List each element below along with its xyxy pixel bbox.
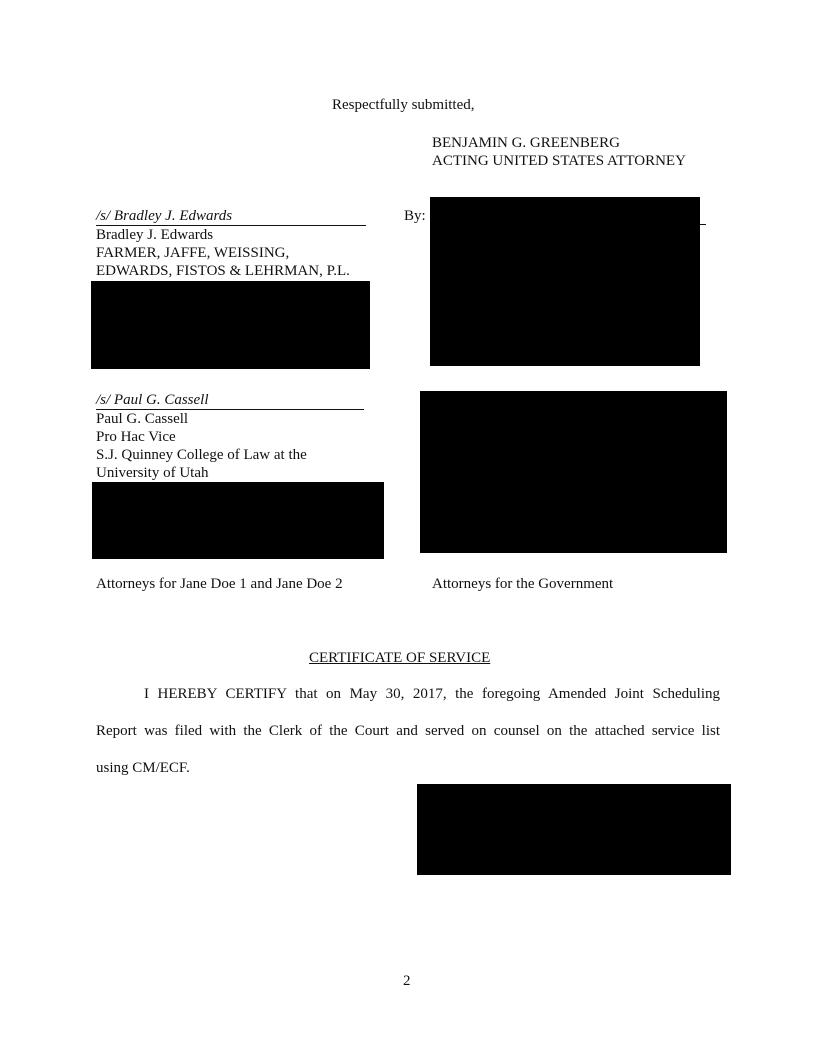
attorney-name-edwards: Bradley J. Edwards	[96, 227, 214, 243]
cassell-line-3: S.J. Quinney College of Law at the	[96, 447, 307, 463]
by-label: By:	[404, 208, 426, 224]
signature-line-edwards	[96, 207, 366, 226]
redaction-edwards-contact	[91, 281, 370, 369]
us-attorney-name: BENJAMIN G. GREENBERG	[432, 135, 620, 151]
page-number: 2	[403, 973, 411, 989]
closing-text: Respectfully submitted,	[332, 97, 475, 113]
certificate-line-2: Report was filed with the Clerk of the Court and served on counsel on the attached service list	[96, 723, 720, 739]
redaction-government-attorneys	[420, 391, 727, 553]
signature-cassell: /s/ Paul G. Cassell	[96, 392, 209, 408]
cassell-line-2: Pro Hac Vice	[96, 429, 176, 445]
us-attorney-title: ACTING UNITED STATES ATTORNEY	[432, 153, 686, 169]
plaintiff-attorneys-label: Attorneys for Jane Doe 1 and Jane Doe 2	[96, 576, 343, 592]
cassell-line-4: University of Utah	[96, 465, 209, 481]
signature-edwards: /s/ Bradley J. Edwards	[96, 208, 233, 224]
firm-line-1: FARMER, JAFFE, WEISSING,	[96, 245, 290, 261]
government-attorneys-label: Attorneys for the Government	[432, 576, 614, 592]
redaction-government-signature	[430, 197, 700, 366]
certificate-heading: CERTIFICATE OF SERVICE	[309, 650, 491, 666]
certificate-line-1: I HEREBY CERTIFY that on May 30, 2017, the foregoing Amended Joint Scheduling	[144, 686, 720, 702]
redaction-certificate-signature	[417, 784, 731, 875]
attorney-name-cassell: Paul G. Cassell	[96, 411, 189, 427]
signature-line-cassell	[96, 391, 364, 410]
firm-line-2: EDWARDS, FISTOS & LEHRMAN, P.L.	[96, 263, 350, 279]
redaction-cassell-contact	[92, 482, 384, 559]
certificate-line-3: using CM/ECF.	[96, 760, 190, 776]
